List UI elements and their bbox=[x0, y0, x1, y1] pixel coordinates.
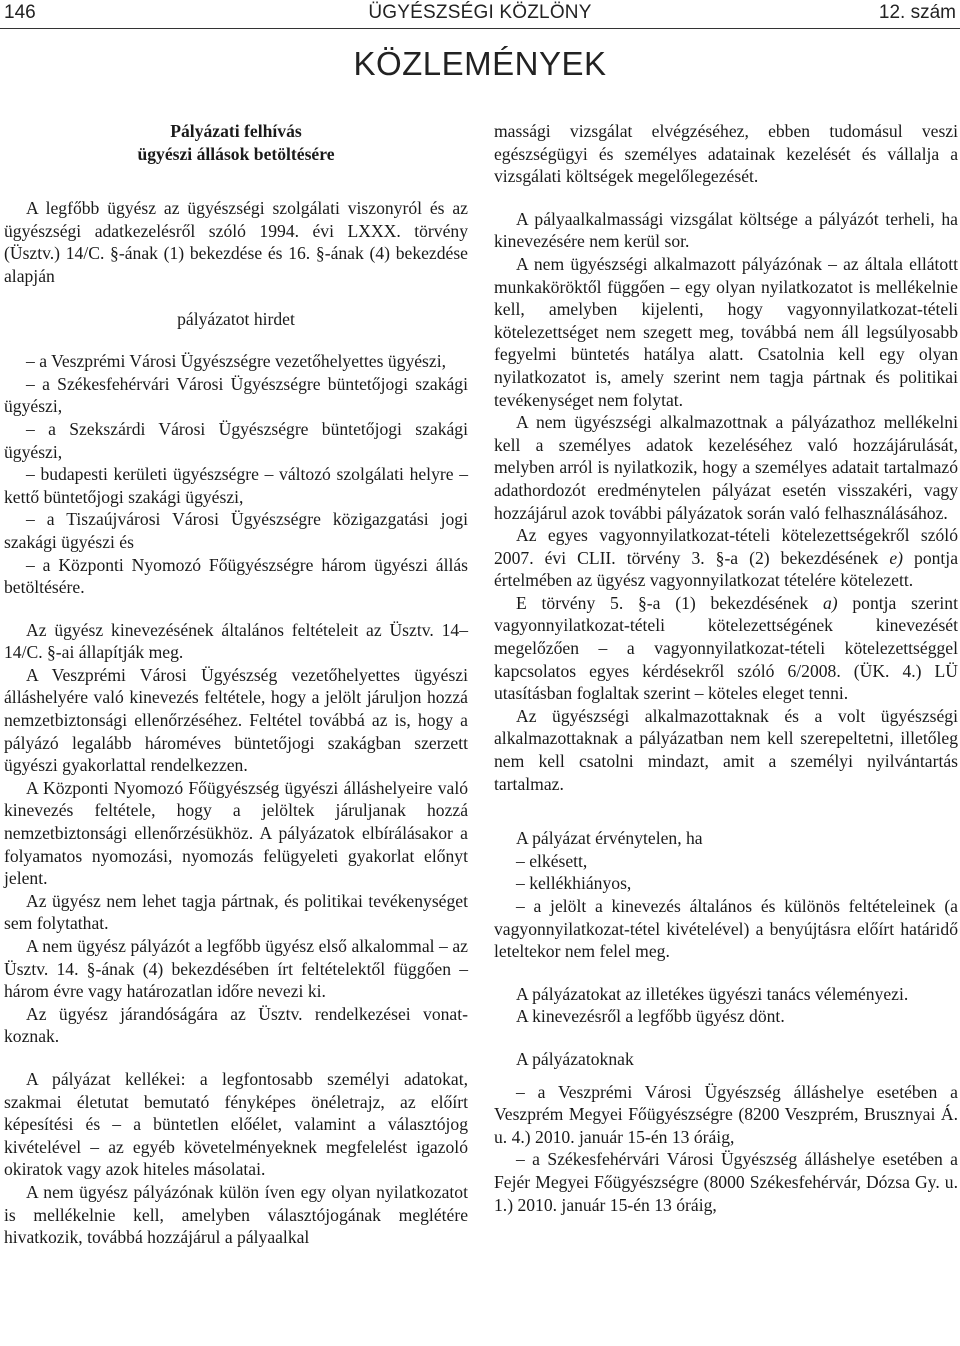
invalid-item: – a jelölt a kinevezés általános és különös feltételeinek (a vagyonnyilatkozat-tétel kivételével) a benyújtásra előírt határidő leteltekor nem felel meg. bbox=[494, 896, 958, 962]
law-text-post: pontja értelmében az ügyész vagyonnyilatkozat tételére kötelezett. bbox=[494, 547, 958, 591]
act-paragraph bbox=[494, 592, 958, 705]
body-paragraph: Az ügyész járandóságára az Üsztv. rendelkezései vonatkoznak. bbox=[4, 1003, 468, 1047]
body-paragraph: A Központi Nyomozó Főügyészség ügyészi álláshelyeire való kinevezés feltétele, hogy a jelöltek járuljanak hozzá nemzetbiztonsági ellenőrzésükhöz. A pályázatok elbírálásakor a folyamatos nyomozási, nyomozás felügyeleti gyakorlat előnyt jelent. bbox=[4, 777, 468, 889]
submit-intro: A pályázatoknak bbox=[516, 1048, 634, 1069]
body-paragraph: A nem ügyészségi alkalmazott pályázónak – az általa ellátott munkaköröktől függően – egy olyan nyilatkozatot is mellékelnie kell, amelyben kijelenti, hogy vagyonnyilatkozat-tételi kötelezettséget nem szegett meg, továbbá nem áll legsúlyosabb fegyelmi büntetés hatálya alatt. Csatolnia kell egy olyan nyilatkozatot is, amely szerint nem tagja pártnak és politikai tevékenységet nem folytat. bbox=[494, 253, 958, 410]
issue-number: 12. szám bbox=[878, 2, 956, 23]
requirements-paragraph: A pályázat kellékei: a legfontosabb személyi adatokat, szakmai életutat bemutató fényképes önéletrajz, az előírt képesítési és – a büntetlen előélet, valamint a választójog kivételével – az egyéb követelményeknek megfelelést igazoló okiratok vagy azok hiteles másolatai. bbox=[4, 1068, 468, 1180]
act-point: a) bbox=[822, 592, 838, 613]
header-rule bbox=[0, 28, 960, 29]
body-paragraph: A nem ügyészségi alkalmazottnak a pályázathoz mellékelni kell a személyes adatok kezeléséhez való hozzájárulását, melyben arról is nyilatkozik, hogy a személyes adatait tartalmazó adathordozót eredménytelen pályázat esetén visszakéri, vagy hozzájárul azok további pályázatok során való felhasználásához. bbox=[494, 412, 958, 523]
invalid-item: – elkésett, bbox=[516, 850, 588, 871]
intro-paragraph: A legfőbb ügyész az ügyészségi szolgálati viszonyról és az ügyészségi adatkezelésről szóló 1994. évi LXXX. törvény (Üsztv.) 14/C. §-ának (1) bekezdése és 16. §-ának (4) bekezdése alapján bbox=[4, 198, 468, 286]
position-item: – a Szekszárdi Városi Ügyészségre büntetőjogi szakági ügyészi, bbox=[4, 418, 468, 462]
act-text-pre: E törvény 5. §-a (1) bekezdésének bbox=[516, 592, 823, 613]
notice-title-line1: Pályázati felhívás bbox=[170, 121, 302, 141]
section-title: KÖZLEMÉNYEK bbox=[353, 45, 607, 82]
decision-paragraph: A kinevezésről a legfőbb ügyész dönt. bbox=[516, 1006, 785, 1027]
opinion-paragraph: A pályázatokat az illetékes ügyészi tanács véleményezi. bbox=[516, 983, 909, 1004]
requirements-paragraph: A nem ügyész pályázónak külön íven egy olyan nyilatkozatot is mellékelnie kell, amelyben választójogának meglétére hivatkozik, továbbá hozzájárul a pályaalkal bbox=[4, 1181, 468, 1248]
position-item: – a Tiszaújvárosi Városi Ügyészségre közigazgatási jogi szakági ügyészi és bbox=[4, 509, 468, 552]
invalid-intro: A pályázat érvénytelen, ha bbox=[516, 828, 703, 849]
body-paragraph: Az ügyész nem lehet tagja pártnak, és politikai tevékenységet sem folytathat. bbox=[4, 890, 468, 934]
submit-item: – a Veszprémi Városi Ügyészség álláshelye esetében a Veszprém Megyei Főügyészségre (8200 Veszprém, Brusznyai Á. u. 4.) 2010. január 15-én 13 óráig, bbox=[494, 1081, 958, 1147]
body-paragraph: A pályaalkalmassági vizsgálat költsége a pályázót terheli, ha kinevezésére nem kerül sor. bbox=[494, 208, 958, 252]
page-header bbox=[4, 2, 956, 26]
act-text-post: pontja szerint vagyonnyilatkozat-tételi kötelezettségének kinevezését megelőzően – a vagyonnyilatkozat-tételi kötelezettséggel kapcsolatos egyes kérdésekről szóló 6/2008. (ÜK. 4.) LÜ utasításban foglaltak szerint – köteles eleget tenni. bbox=[494, 592, 958, 704]
right-column bbox=[494, 120, 958, 1216]
submit-item: – a Székesfehérvári Városi Ügyészség álláshelye esetében a Fejér Megyei Főügyészségre (8000 Székesfehérvár, Dózsa Gy. u. 1.) 2010. január 15-én 13 óráig, bbox=[494, 1149, 958, 1215]
announcement: pályázatot hirdet bbox=[177, 308, 295, 329]
body-paragraph: A nem ügyész pályázót a legfőbb ügyész első alkalommal – az Üsztv. 14. §-ának (4) bekezdésében írt feltételektől függően – három évre vagy határozatlan időre nevezi ki. bbox=[4, 936, 468, 1002]
notice-title-line2: ügyészi állások betöltésére bbox=[137, 143, 335, 164]
body-paragraph: Az ügyész kinevezésének általános feltételeit az Üsztv. 14–14/C. §-ai állapítják meg. bbox=[4, 619, 468, 663]
left-column bbox=[4, 120, 468, 1249]
law-point: e) bbox=[889, 547, 904, 568]
journal-name: ÜGYÉSZSÉGI KÖZLÖNY bbox=[368, 2, 592, 23]
continuation-paragraph: massági vizsgálat elvégzéséhez, ebben tudomásul veszi egészségügyi és személyes adatainak kezelését és vállalja a vizsgálati költségek megelőlegezését. bbox=[494, 121, 958, 187]
position-item: – a Veszprémi Városi Ügyészségre vezetőhelyettes ügyészi, bbox=[26, 351, 446, 372]
page-number: 146 bbox=[4, 2, 36, 23]
position-item: – budapesti kerületi ügyészségre – változó szolgálati helyre – kettő büntetőjogi szakági ügyészi, bbox=[4, 464, 468, 507]
law-paragraph bbox=[494, 524, 958, 592]
position-item: – a Székesfehérvári Városi Ügyészségre büntetőjogi szakági ügyészi, bbox=[4, 373, 468, 417]
body-paragraph: A Veszprémi Városi Ügyészség vezetőhelyettes ügyészi álláshelyére való kinevezés feltétele, hogy a jelölt járuljon hozzá nemzetbiztonsági ellenőrzéséhez. Feltétel továbbá az is, hogy a pályázó legalább hároméves büntetőjogi szakágban szerzett ügyészi gyakorlattal rendelkezzen. bbox=[4, 664, 468, 776]
position-item: – a Központi Nyomozó Főügyészségre három ügyészi állás betöltésére. bbox=[4, 554, 468, 598]
law-text-pre: Az egyes vagyonnyilatkozat-tételi kötelezettségekről szóló 2007. évi CLII. törvény 3. §-a (2) bekezdésének bbox=[494, 525, 958, 568]
invalid-item: – kellékhiányos, bbox=[516, 873, 632, 894]
staff-paragraph: Az ügyészségi alkalmazottaknak és a volt ügyészségi alkalmazottaknak a pályázatban nem kell szerepeltetni, illetőleg nem kell csatolni mindazt, amit a személyi nyilvántartás tartalmaz. bbox=[494, 705, 958, 794]
